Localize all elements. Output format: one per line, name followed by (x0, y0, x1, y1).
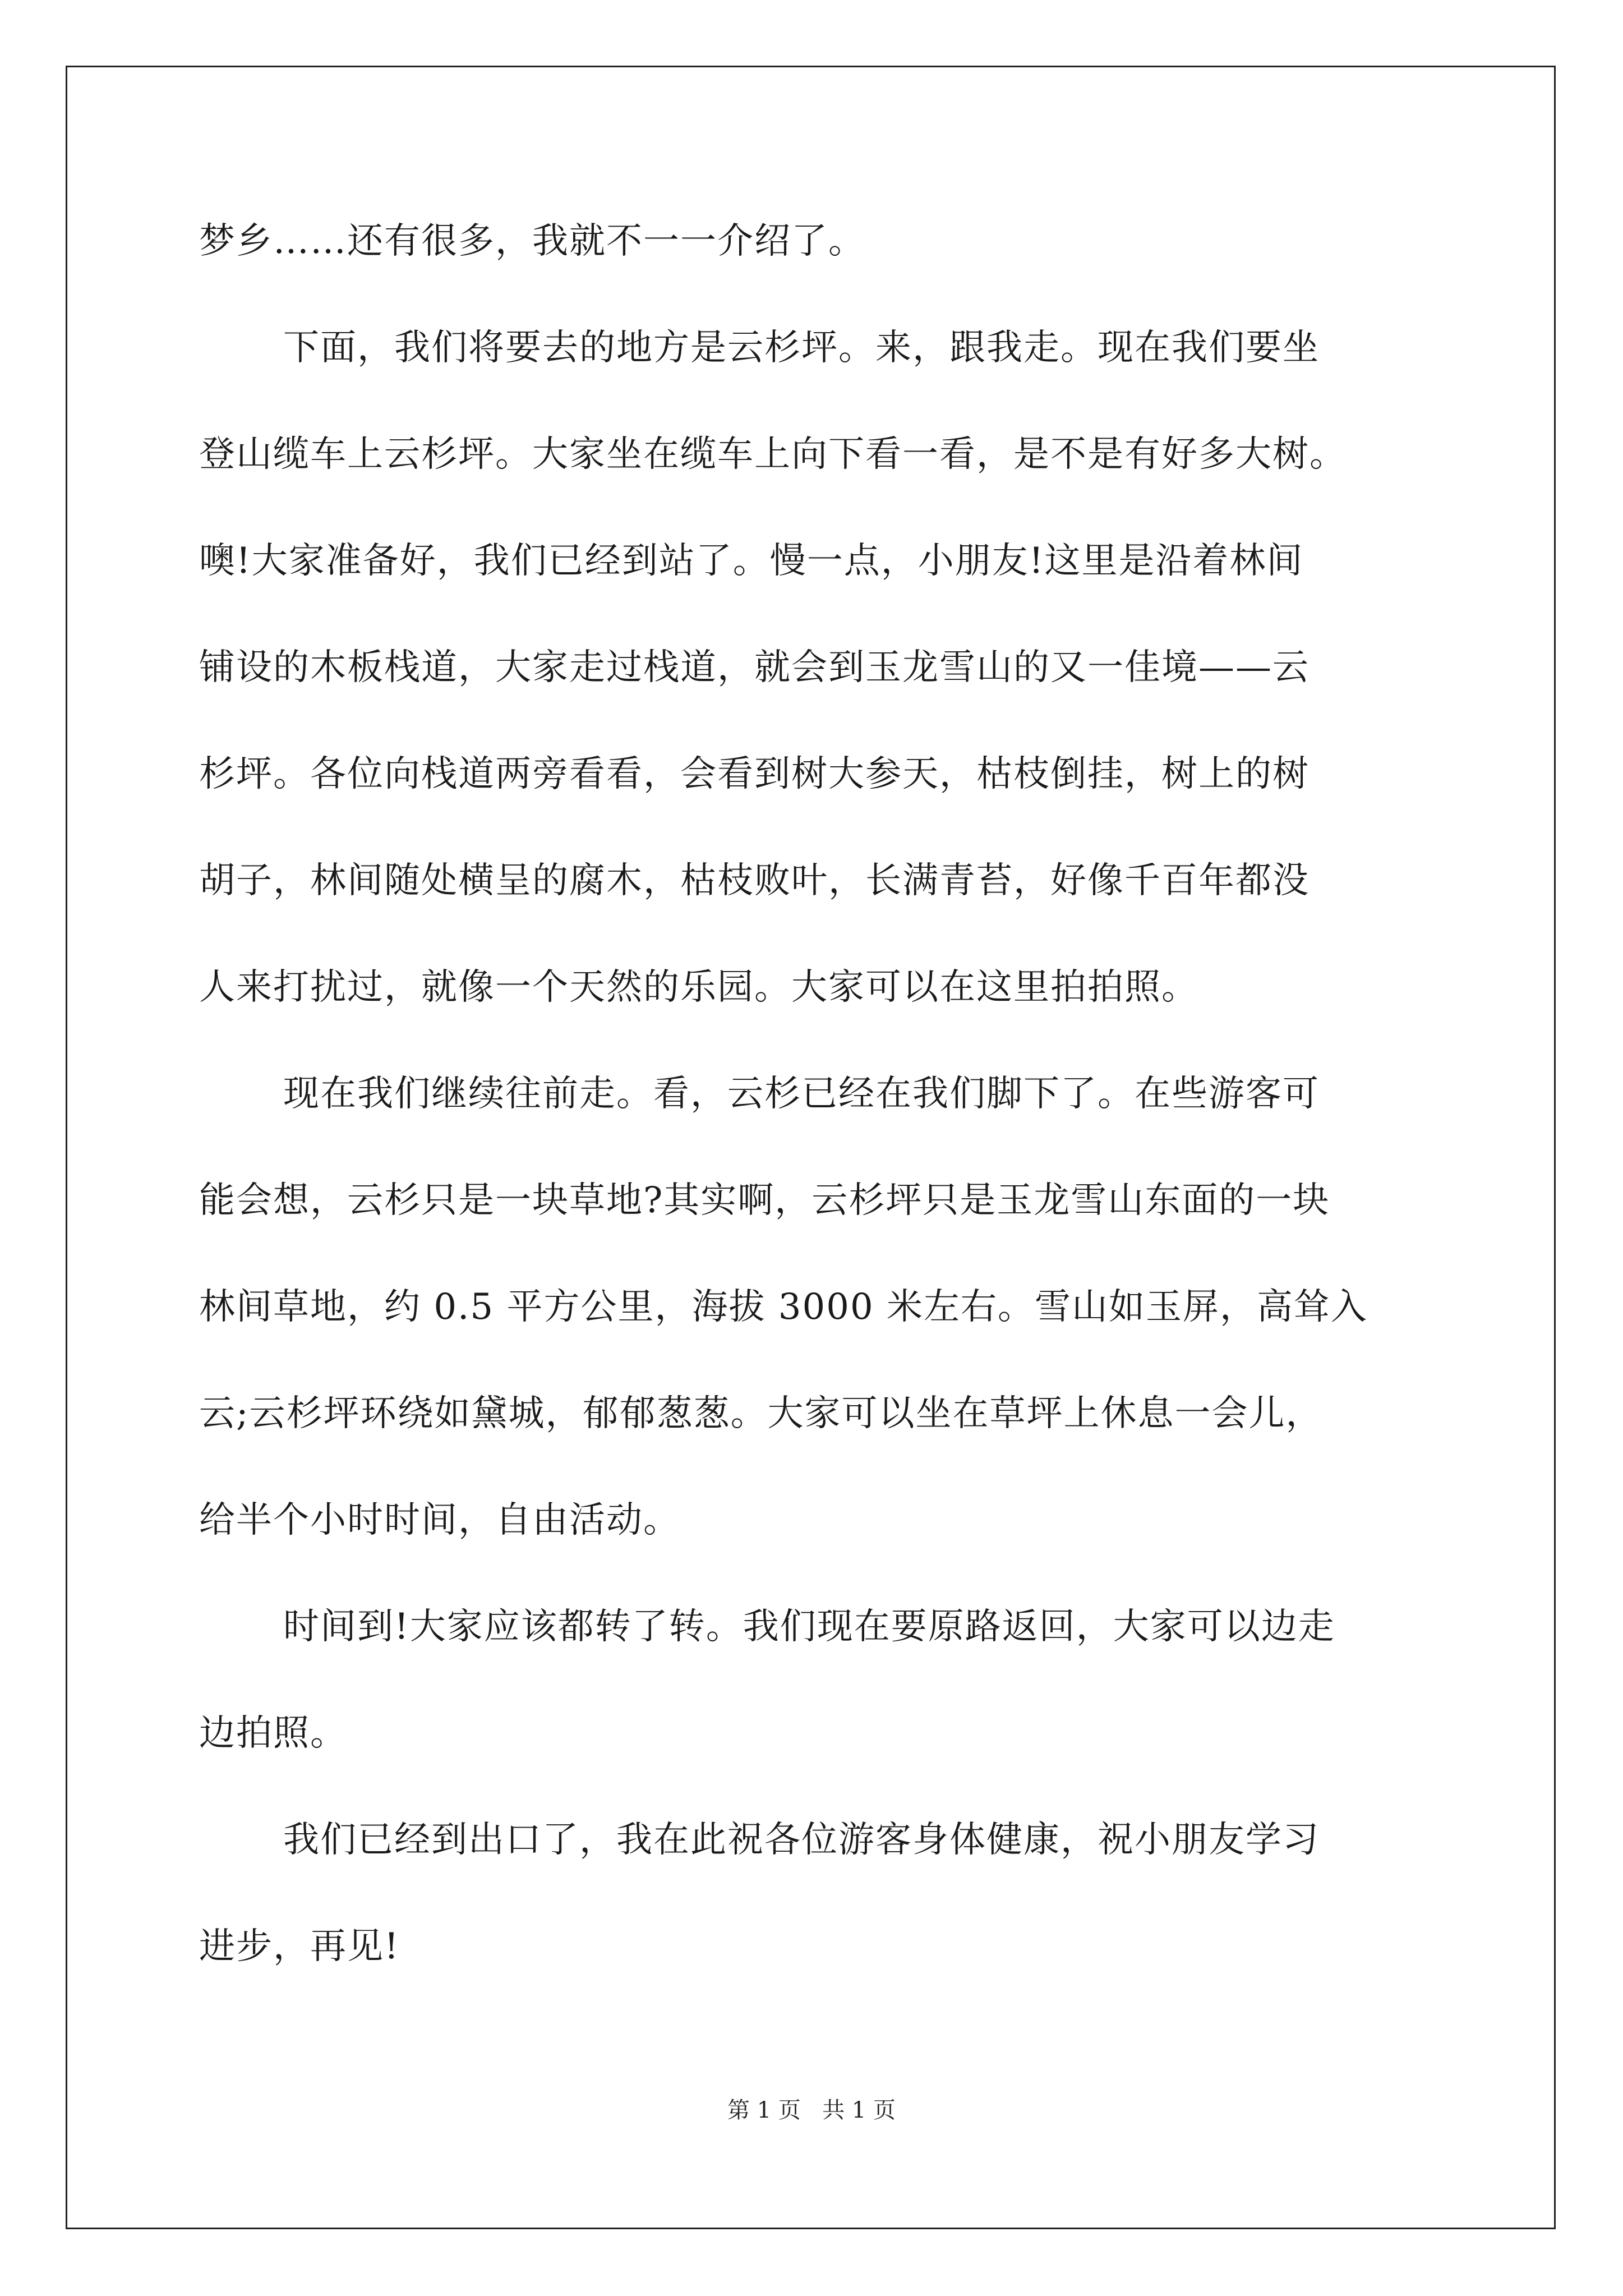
paragraph-line: 林间草地，约 0.5 平方公里，海拔 3000 米左右。雪山如玉屏，高耸入 (199, 1286, 1368, 1328)
paragraph-line: 云;云杉坪环绕如黛城，郁郁葱葱。大家可以坐在草坪上休息一会儿， (199, 1393, 1323, 1434)
paragraph-line: 登山缆车上云杉坪。大家坐在缆车上向下看一看，是不是有好多大树。 (199, 434, 1347, 475)
paragraph-line: 时间到!大家应该都转了转。我们现在要原路返回，大家可以边走 (283, 1606, 1335, 1648)
paragraph-line: 人来打扰过，就像一个天然的乐园。大家可以在这里拍拍照。 (199, 967, 1198, 1008)
paragraph-line: 进步，再见! (199, 1926, 400, 1967)
paragraph-line: 下面，我们将要去的地方是云杉坪。来，跟我走。现在我们要坐 (283, 327, 1320, 369)
paragraph-line: 杉坪。各位向栈道两旁看看，会看到树大参天，枯枝倒挂，树上的树 (199, 753, 1310, 795)
page-number-label: 第 1 页 (727, 2097, 801, 2123)
paragraph-line: 能会想，云杉只是一块草地?其实啊，云杉坪只是玉龙雪山东面的一块 (199, 1180, 1330, 1221)
paragraph-line: 边拍照。 (199, 1713, 347, 1754)
paragraph-line: 现在我们继续往前走。看，云杉已经在我们脚下了。在些游客可 (283, 1073, 1320, 1115)
paragraph-line: 铺设的木板栈道，大家走过栈道，就会到玉龙雪山的又一佳境——云 (199, 647, 1310, 688)
paragraph-line: 给半个小时时间，自由活动。 (199, 1499, 680, 1541)
page-total-label: 共 1 页 (822, 2097, 896, 2123)
page-footer (0, 2096, 1623, 2124)
paragraph-line: 胡子，林间随处横呈的腐木，枯枝败叶，长满青苔，好像千百年都没 (199, 860, 1310, 901)
paragraph-line: 噢!大家准备好，我们已经到站了。慢一点，小朋友!这里是沿着林间 (199, 540, 1304, 582)
paragraph-line: 我们已经到出口了，我在此祝各位游客身体健康，祝小朋友学习 (283, 1819, 1320, 1861)
paragraph-line: 梦乡……还有很多，我就不一一介绍了。 (199, 220, 865, 262)
document-body (199, 210, 1455, 2022)
